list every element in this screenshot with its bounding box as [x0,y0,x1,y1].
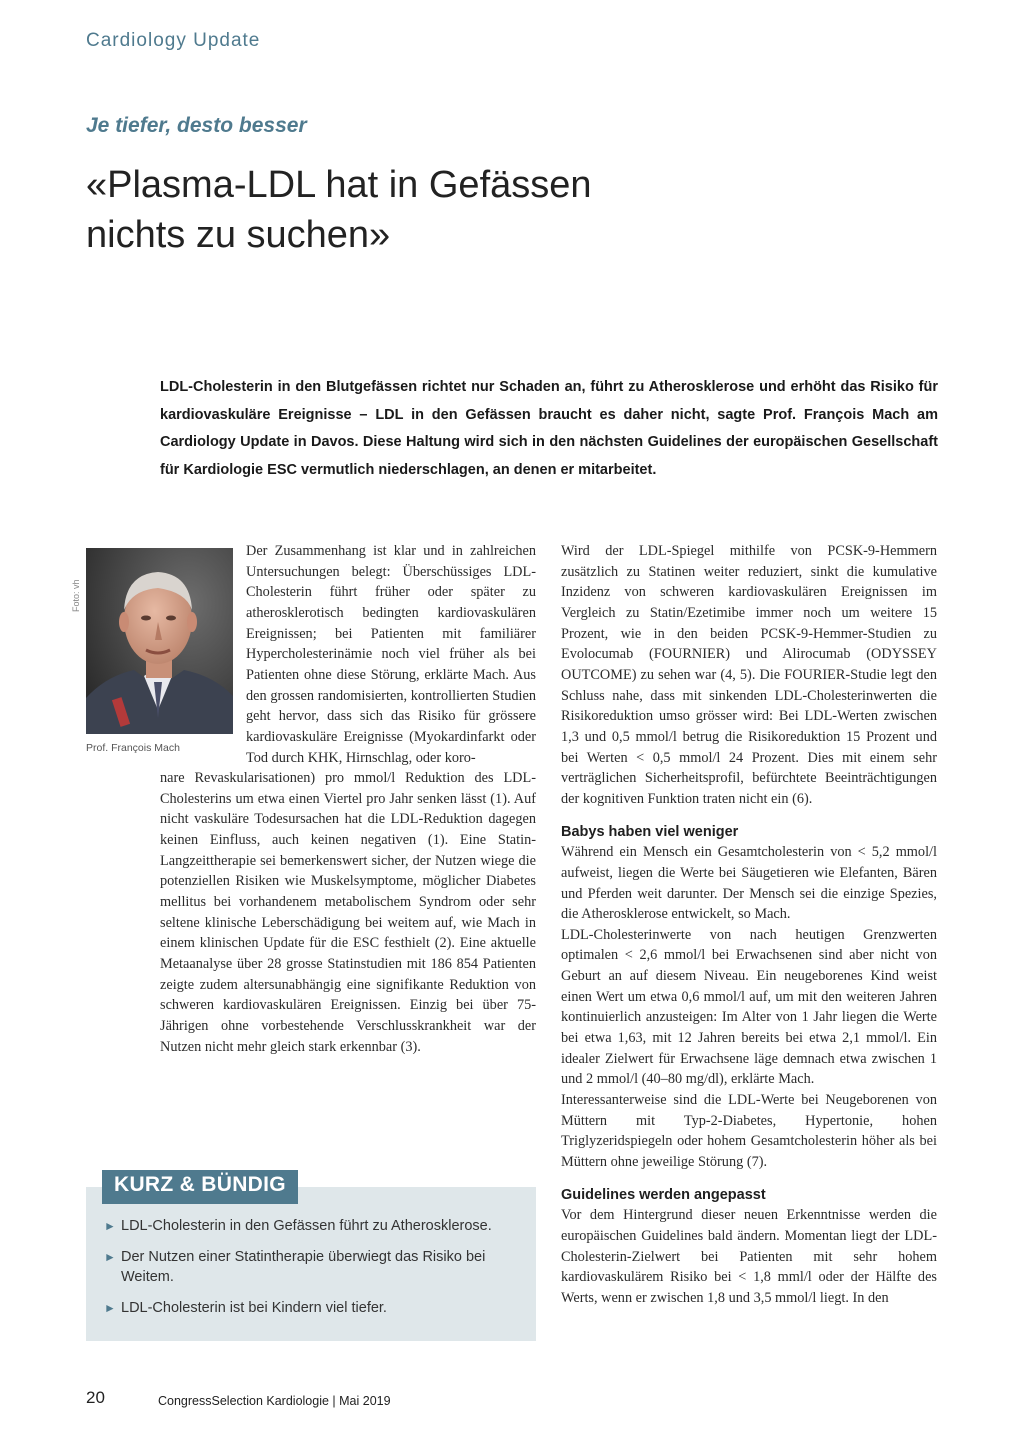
author-photo [86,548,233,734]
bullet-arrow-icon: ► [104,1249,116,1264]
bullet-arrow-icon: ► [104,1219,116,1233]
section-label: Cardiology Update [86,30,261,51]
summary-item-text: LDL-Cholesterin ist bei Kindern viel tiefer. [121,1299,387,1316]
summary-box-title: KURZ & BÜNDIG [102,1170,298,1204]
summary-item-text: Der Nutzen einer Statintherapie überwiegt das Risiko bei Weitem. [121,1248,486,1285]
photo-credit: Foto: vh [71,579,81,612]
column-2-paragraph-1: Wird der LDL-Spiegel mithilfe von PCSK-9-Hemmern zusätzlich zu Statinen weiter reduziert, sinkt die kumulative Inzidenz von schweren kardiovaskulären Ereignissen im Vergleich zu Statin/Ezetimibe immer noch um weitere 15 Prozent, wie in den beiden PCSK-9-Hemmer-Studien zu Evolocumab (FOURNIER) und Alirocumab (ODYSSEY OUTCOME) zu sehen war (4, 5). Die FOURIER-Studie legt den Schluss nahe, dass mit sinkenden LDL-Cholesterinwerten die Risikoreduktion umso grösser wird: Bei LDL-Werten zwischen 1,3 und 0,5 mmol/l betrug die Risikoreduktion 15 Prozent und bei Werten < 0,5 mmol/l 24 Prozent. Dies mit einem sehr verträglichen Sicherheitsprofil, befürchtete Beeinträchtigungen der kognitiven Funktion traten nicht ein (6). [561,543,937,807]
column-2-paragraph-3: LDL-Cholesterinwerte von nach heutigen Grenzwerten optimalen < 2,6 mmol/l bei Erwachsenen sind aber nicht von Geburt an auf diesem Niveau. Ein neugeborenes Kind weist einen Wert um etwa 0,6 mmol/l auf, um mit den weiteren Jahren kontinuierlich anzusteigen: Im Alter von 1 Jahr liegen die Werte bei etwa 1,63, mit 12 Jahren bereits bei etwa 2,1 mmol/l. Ein idealer Zielwert für Erwachsene läge demnach etwa zwischen 1 und 2 mmol/l (40–80 mg/dl), erklärte Mach. [561,926,937,1088]
subhead-babys: Babys haben viel weniger [561,823,739,840]
summary-list [104,1216,524,1328]
headline-line-2: nichts zu suchen» [86,214,391,256]
summary-item [104,1247,524,1288]
summary-item [104,1216,524,1237]
column-2-paragraph-2: Während ein Mensch ein Gesamtcholesterin von < 5,2 mmol/l aufweist, liegen die Werte bei Säugetieren wie Elefanten, Bären und Pferden weit darunter. Der Mensch sei die einzige Spezies, die Atherosklerose entwickelt, so Mach. [561,844,937,923]
column-2 [561,541,937,1309]
column-2-paragraph-4: Interessanterweise sind die LDL-Werte bei Neugeborenen von Müttern mit Typ-2-Diabetes, Hypertonie, hohen Triglyzeridspiegeln oder hohem Gesamtcholesterin höher als bei Müttern ohne jeweilige Störung (7). [561,1092,937,1171]
column-2-paragraph-5: Vor dem Hintergrund dieser neuen Erkenntnisse werden die europäischen Guidelines bald ändern. Momentan liegt der LDL-Cholesterin-Zielwert bei Patienten mit sehr hohem kardiovaskulärem Risiko bei < 1,8 mml/l oder der Hälfte des Werts, wenn er zwischen 1,8 und 3,5 mmol/l liegt. In den [561,1207,937,1306]
column-1-paragraph-continued: nare Revaskularisationen) pro mmol/l Reduktion des LDL-Cholesterins um etwa einen Viertel pro Jahr senken lässt (1). Auf nicht vaskuläre Todesursachen hat die LDL-Reduktion dagegen keinen Einfluss, auch keinen negativen (1). Eine Statin-Langzeittherapie sei bemerkenswert sicher, der Nutzen wiege die potenziellen Risiken wie Muskelsymptome, möglicher Diabetes mellitus bei vorhandenem metabolischem Syndrom oder sehr seltene klinische Leberschädigung bei weitem auf, wie Mach in einem klinischen Update für die ESC festhielt (2). Eine aktuelle Metaanalyse über 28 grosse Statinstudien mit 186 854 Patienten zeigte zudem altersunabhängig eine signifikante Reduktion von schweren kardiovaskulären Ereignissen. Einzig bei über 75-Jährigen ohne vorbestehende Verschlusskrankheit war der Nutzen nicht mehr gleich stark erkennbar (3). [160,770,536,1055]
article-kicker: Je tiefer, desto besser [86,114,307,137]
subhead-guidelines: Guidelines werden angepasst [561,1186,766,1203]
article-headline [86,160,726,260]
summary-item-text: LDL-Cholesterin in den Gefässen führt zu Atherosklerose. [121,1218,492,1234]
portrait-illustration [86,548,233,734]
column-1-paragraph-top: Der Zusammenhang ist klar und in zahlreichen Untersuchungen belegt: Überschüssiges LDL-Cholesterin führt früher oder später zu atherosklerotisch bedingten kardiovaskulären Ereignissen; bei Patienten mit familiärer Hypercholesterinämie noch viel früher als bei Patienten ohne diese Störung, erklärte Mach. Aus den grossen randomisierten, kontrollierten Studien geht hervor, dass sich das Risiko für grössere kardiovaskuläre Ereignisse (Myokardinfarkt oder Tod durch KHK, Hirnschlag, oder koro- [246,543,536,766]
headline-line-1: «Plasma-LDL hat in Gefässen [86,164,592,206]
page-number: 20 [86,1388,105,1407]
photo-caption: Prof. François Mach [86,742,180,754]
footer-publication: CongressSelection Kardiologie | Mai 2019 [158,1394,391,1408]
article-lead: LDL-Cholesterin in den Blutgefässen richtet nur Schaden an, führt zu Atherosklerose und erhöht das Risiko für kardiovaskuläre Ereignisse – LDL in den Gefässen braucht es daher nicht, sagte Prof. François Mach am Cardiology Update in Davos. Diese Haltung wird sich in den nächsten Guidelines der europäischen Gesellschaft für Kardiologie ESC vermutlich niederschlagen, an denen er mitarbeitet. [160,379,938,478]
summary-item [104,1298,524,1319]
bullet-arrow-icon: ► [104,1300,116,1315]
